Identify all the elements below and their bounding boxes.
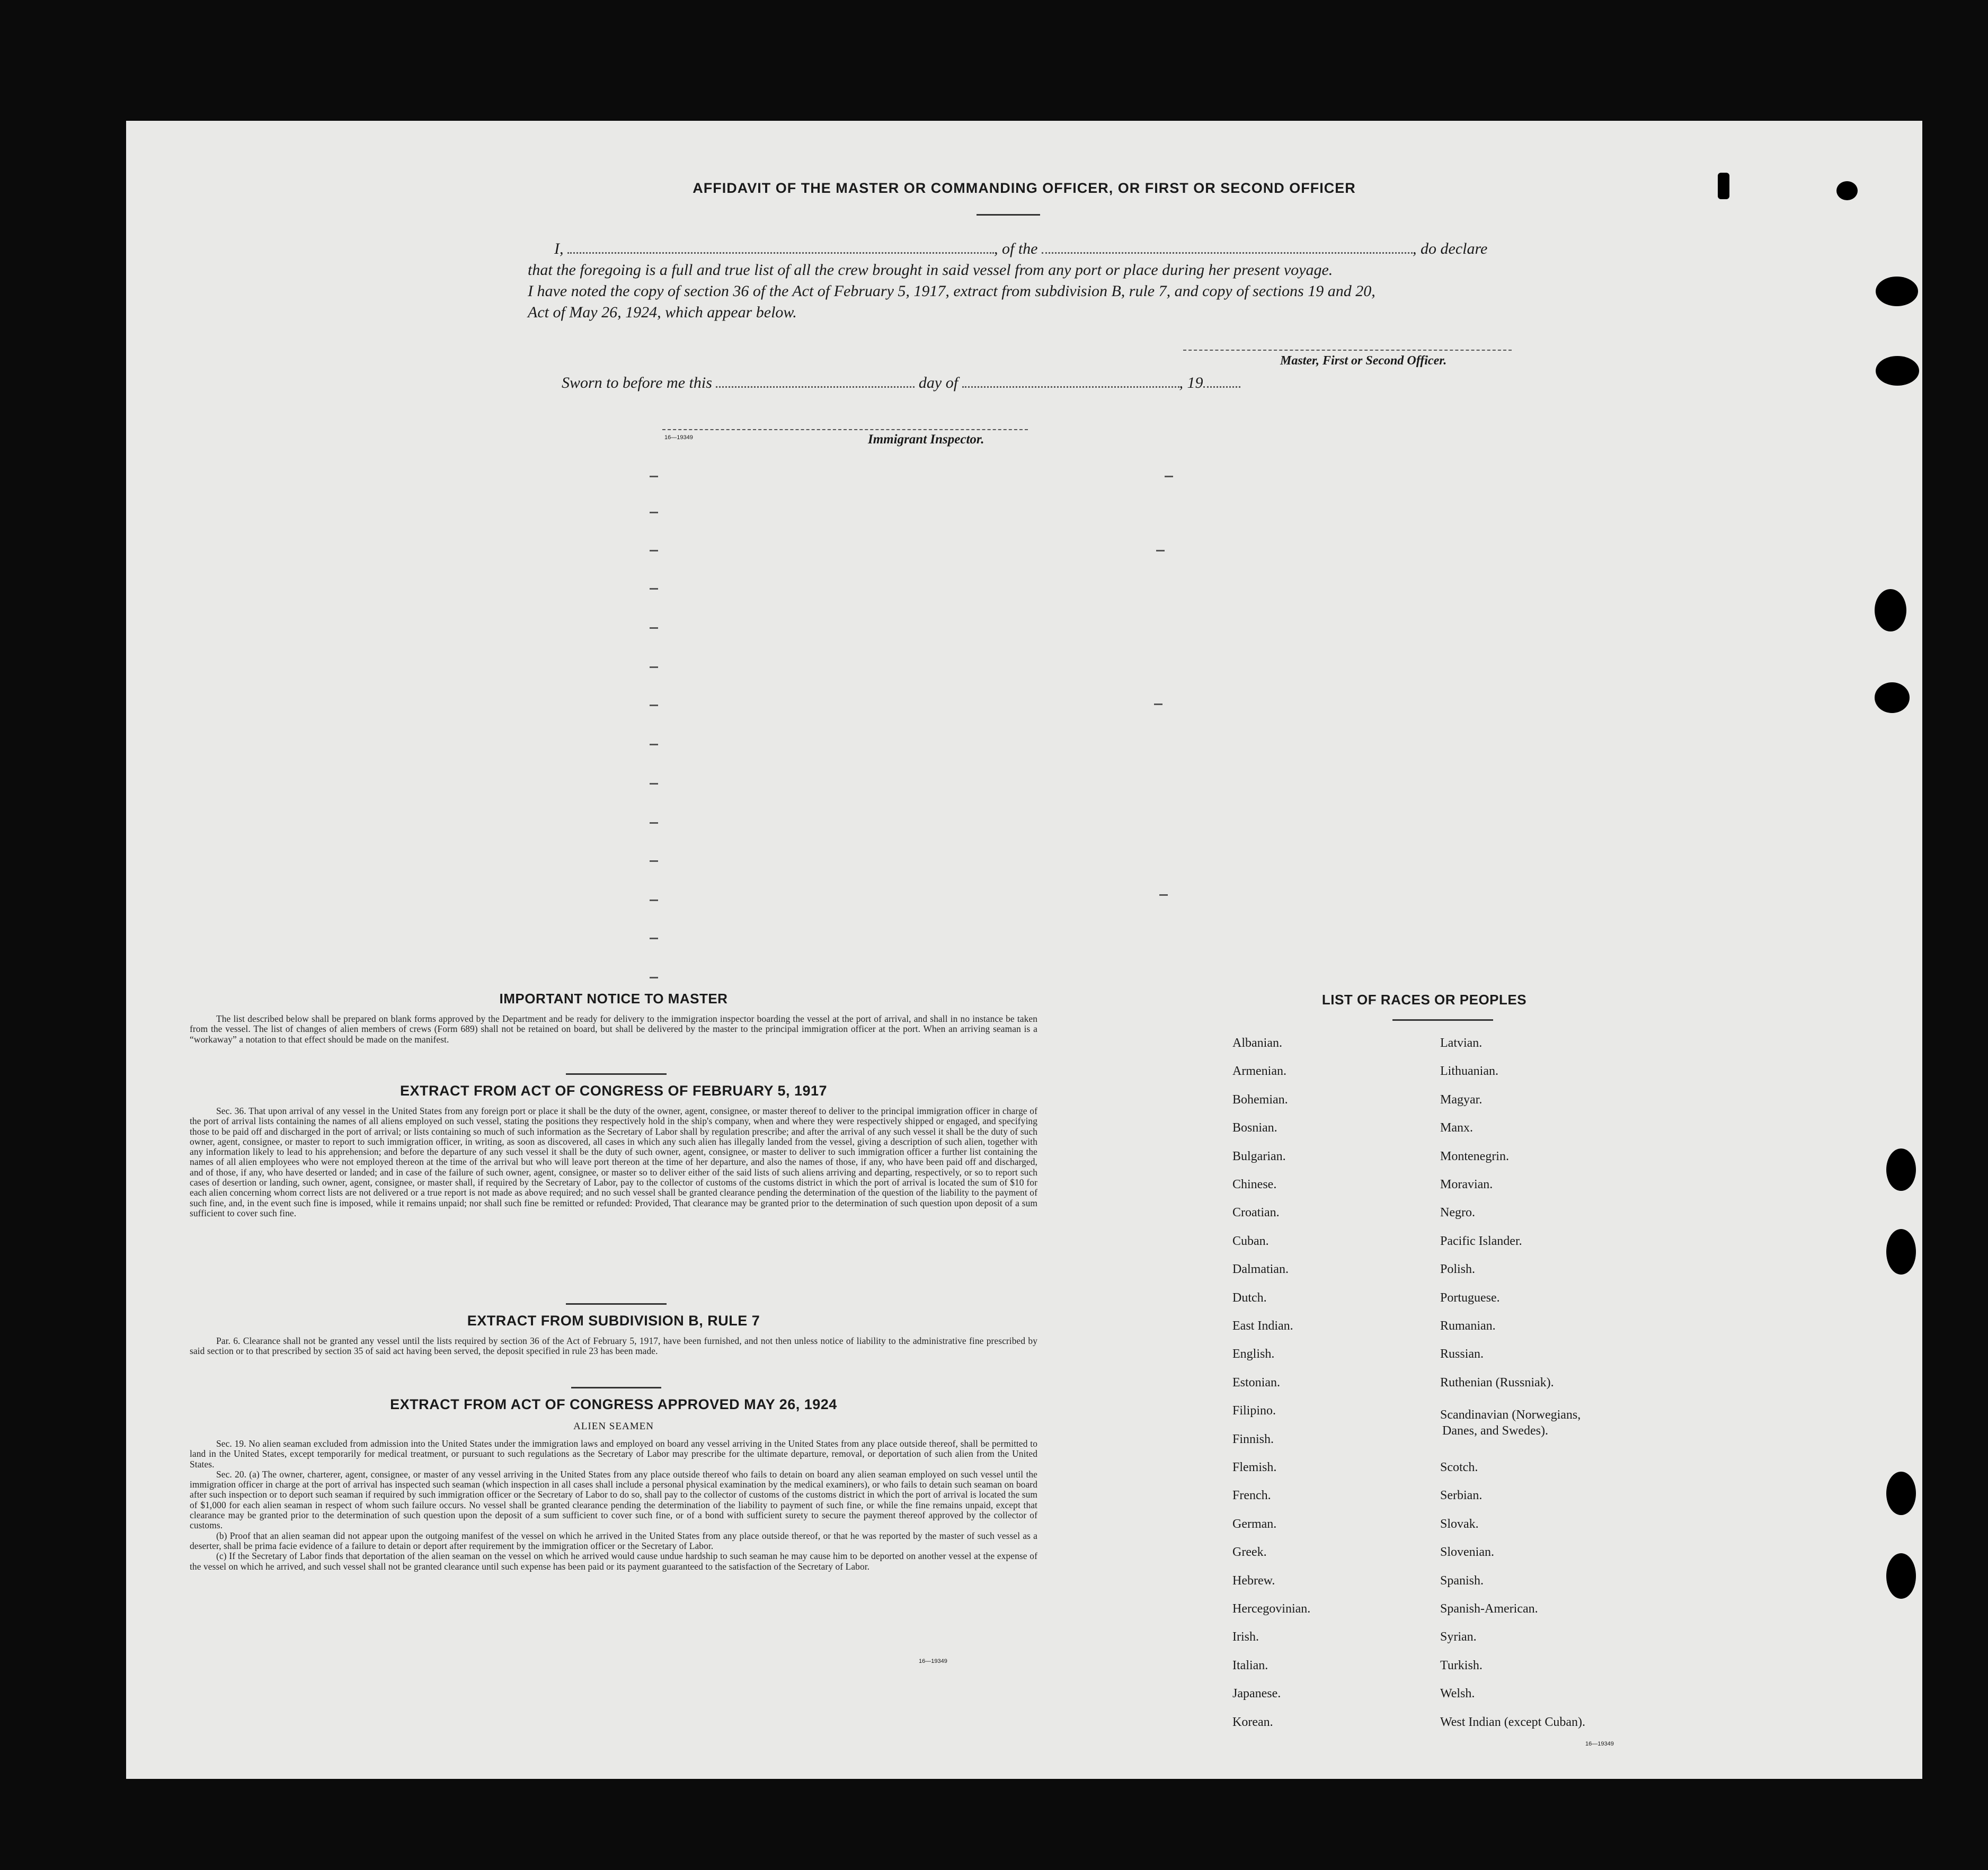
race-item: Turkish. — [1440, 1658, 1483, 1672]
race-item: Greek. — [1232, 1545, 1267, 1560]
race-item: Irish. — [1232, 1630, 1259, 1644]
margin-mark — [650, 476, 658, 477]
extract-1924-title: EXTRACT FROM ACT OF CONGRESS APPROVED MAY 26, 1924 — [390, 1396, 837, 1412]
race-item: Armenian. — [1232, 1064, 1286, 1079]
declaration — [528, 238, 1561, 323]
subdivision-title: EXTRACT FROM SUBDIVISION B, RULE 7 — [467, 1313, 760, 1329]
race-item: Pacific Islander. — [1440, 1234, 1522, 1248]
master-signature-line[interactable] — [1183, 350, 1512, 351]
margin-mark — [1165, 476, 1173, 477]
i-label: I, — [554, 240, 564, 257]
race-item: Chinese. — [1232, 1178, 1277, 1191]
punch-hole — [1718, 173, 1729, 199]
form-number-bottom-left: 16—19349 — [919, 1658, 947, 1664]
punch-hole — [1875, 589, 1906, 631]
par-6-paragraph: Par. 6. Clearance shall not be granted any vessel until the lists required by section 36 of the Act of February 5, 1917, have been furnished, and not then unless notice of liability to the administrative fine prescribed by said section or to that prescribed by section 35 of said act having been served, the deposit specified in rule 23 has been made. — [190, 1335, 1037, 1357]
extract-1917-title: EXTRACT FROM ACT OF CONGRESS OF FEBRUARY 5, 1917 — [400, 1083, 828, 1099]
race-item: German. — [1232, 1517, 1277, 1531]
sworn-label: Sworn to before me this — [562, 374, 712, 391]
notice-title: IMPORTANT NOTICE TO MASTER — [499, 991, 728, 1007]
subdivision-text — [190, 1336, 1037, 1357]
margin-mark — [650, 860, 658, 862]
year-blank[interactable] — [1203, 386, 1240, 388]
race-item: Portuguese. — [1440, 1290, 1500, 1305]
punch-hole — [1876, 356, 1919, 386]
extract-1917-text — [190, 1106, 1037, 1218]
race-item: Latvian. — [1440, 1036, 1483, 1050]
race-item: Italian. — [1232, 1658, 1268, 1672]
margin-mark — [650, 744, 658, 745]
extract-1917-rule — [566, 1303, 667, 1305]
race-item: East Indian. — [1232, 1319, 1293, 1333]
race-item: Serbian. — [1440, 1489, 1483, 1503]
form-number-top: 16—19349 — [664, 434, 693, 441]
document-page — [126, 121, 1922, 1779]
punch-hole — [1886, 1472, 1916, 1515]
sworn-day-blank[interactable] — [716, 386, 915, 388]
race-item: Bulgarian. — [1232, 1149, 1286, 1163]
race-item: Scotch. — [1440, 1461, 1478, 1474]
margin-mark — [1159, 894, 1168, 896]
race-item: Croatian. — [1232, 1206, 1280, 1220]
declaration-line-3: I have noted the copy of section 36 of the Act of February 5, 1917, extract from subdivision B, rule 7, and copy of sections 19 and 20, — [528, 282, 1375, 300]
margin-mark — [650, 588, 658, 590]
margin-mark — [650, 938, 658, 939]
race-item: West Indian (except Cuban). — [1440, 1715, 1585, 1729]
declaration-line-2: that the foregoing is a full and true list of all the crew brought in said vessel from any port or place during her present voyage. — [528, 261, 1333, 279]
race-item: Rumanian. — [1440, 1319, 1496, 1333]
race-item: Montenegrin. — [1440, 1149, 1509, 1163]
race-item: Bosnian. — [1232, 1121, 1277, 1135]
margin-mark — [650, 705, 658, 706]
section-36-paragraph: Sec. 36. That upon arrival of any vessel in the United States from any foreign port or place it shall be the duty of the owner, agent, consignee, or master thereof to deliver to the principal immigration officer in charge of the port of arrival lists containing the names of all aliens employed on such vessel, stating the positions they respectively hold in the ship's company, when and where they were respectively shipped or engaged, and specifying those to be paid off and discharged in the port of arrival; or lists containing so much of such information as the Secretary of Labor shall by regulation prescribe; and after the arrival of any such vessel it shall be the duty of such owner, agent, consignee, or master to report to such immigration officer, in writing, as soon as discovered, all cases in which any such alien has illegally landed from the vessel, giving a description of such alien, together with any information likely to lead to his apprehension; and before the departure of any such vessel it shall be the duty of such owner, agent, consignee, or master to deliver to such immigration officer a further list containing the names of all alien employees who were not employed thereon at the time of the arrival but who will leave port thereon at the time of her departure, and also the names of those, if any, who have been paid off and discharged, and of those, if any, who have deserted or landed; and in case of the failure of such owner, agent, consignee, or master so to deliver either of the said lists of such aliens arriving and departing, respectively, or so to report such cases of desertion or landing, such owner, agent, consignee, or master shall, if required by the Secretary of Labor, pay to the collector of customs of the customs district in which the port of arrival is located the sum of $10 for each alien concerning whom correct lists are not delivered or a true report is not made as above required; and no such vessel shall be granted clearance pending the determination of the question of the liability to the payment of such fine, and, in the event such fine is imposed, while it remains unpaid; nor shall such fine be remitted or refunded: Provided, That clearance may be granted prior to the determination of such question upon deposit of a sum sufficient to cover such fine. — [190, 1106, 1037, 1218]
race-item: Dutch. — [1232, 1290, 1267, 1305]
race-item: Korean. — [1232, 1715, 1273, 1729]
margin-mark — [650, 550, 658, 551]
race-item: Negro. — [1440, 1206, 1475, 1220]
notice-paragraph: The list described below shall be prepared on blank forms approved by the Department and be ready for delivery to the immigration inspector boarding the vessel at the port of arrival, and shall in no instance be taken from the vessel. The list of changes of alien members of crews (Form 689) shall not be retained on board, but shall be delivered by the master to the principal immigration officer at the port. When an arriving seaman is a “workaway” a notation to that effect should be made on the manifest. — [190, 1013, 1037, 1045]
race-item: Scandinavian (Norwegians, — [1440, 1408, 1581, 1422]
do-declare-label: , do declare — [1413, 240, 1488, 257]
race-item: Manx. — [1440, 1121, 1473, 1135]
race-item: Hebrew. — [1232, 1573, 1275, 1588]
race-item: Cuban. — [1232, 1234, 1269, 1248]
title-rule — [977, 214, 1040, 216]
name-blank[interactable] — [567, 252, 994, 254]
race-item: Polish. — [1440, 1262, 1476, 1277]
margin-mark — [650, 822, 658, 824]
inspector-signature-line[interactable] — [662, 429, 1028, 430]
race-item: Lithuanian. — [1440, 1064, 1498, 1079]
of-the-label: , of the — [994, 240, 1038, 257]
race-item: Spanish. — [1440, 1573, 1484, 1588]
race-item: Finnish. — [1232, 1432, 1274, 1446]
race-item: Albanian. — [1232, 1036, 1282, 1050]
vessel-blank[interactable] — [1042, 252, 1413, 254]
day-of-label: day of — [918, 374, 958, 391]
race-item: French. — [1232, 1489, 1271, 1503]
race-item: Ruthenian (Russniak). — [1440, 1375, 1554, 1390]
section-20b-paragraph: (b) Proof that an alien seaman did not appear upon the outgoing manifest of the vessel on which he arrived in the United States from any place outside thereof, or that he was reported by the master of such vessel as a deserter, shall be prima facie evidence of a failure to detain or deport after requirement by the immigration officer or the Secretary of Labor. — [190, 1530, 1037, 1551]
punch-hole — [1836, 181, 1858, 200]
races-rule — [1392, 1019, 1493, 1021]
punch-hole — [1886, 1229, 1916, 1275]
race-item: English. — [1232, 1347, 1275, 1361]
year-label: , 19 — [1179, 374, 1203, 391]
margin-mark — [1156, 550, 1165, 551]
race-item: Spanish-American. — [1440, 1602, 1538, 1616]
section-20a-paragraph: Sec. 20. (a) The owner, charterer, agent, consignee, or master of any vessel arriving in the United States from any place outside thereof who fails to detain on board any alien seaman employed on such vessel until the immigration officer in charge at the port of arrival has inspected such seaman (which inspection in all cases shall include a personal physical examination by the medical examiners), or who fails to detain such seaman on board after such inspection or to deport such seaman if required by such immigration officer or the Secretary of Labor to do so, shall pay to the collector of customs of the customs district in which the port of arrival is located the sum of $1,000 for each alien seaman in respect of whom such failure occurs. No vessel shall be granted clearance pending the determination of the liability to payment of such fine, or while the fine remains unpaid, except that clearance may be granted prior to the determination of such question upon the deposit of a sum sufficient to cover such fine, or of a bond with sufficient surety to secure the payment thereof approved by the collector of customs. — [190, 1468, 1037, 1531]
section-19-paragraph: Sec. 19. No alien seaman excluded from admission into the United States under the immigration laws and employed on board any vessel arriving in the United States from any place outside thereof, shall be permitted to land in the United States, except temporarily for medical treatment, or pursuant to such regulations as the Secretary of Labor may prescribe for the ultimate departure, removal, or deportation of such alien from the United States. — [190, 1438, 1037, 1470]
scandinavian-continuation: Danes, and Swedes). — [1442, 1424, 1548, 1438]
race-item: Syrian. — [1440, 1630, 1477, 1644]
margin-mark — [1154, 704, 1162, 705]
inspector-label: Immigrant Inspector. — [868, 432, 984, 447]
margin-mark — [650, 627, 658, 629]
affidavit-title: AFFIDAVIT OF THE MASTER OR COMMANDING OFFICER, OR FIRST OR SECOND OFFICER — [693, 180, 1356, 196]
margin-mark — [650, 512, 658, 513]
notice-text — [190, 1014, 1037, 1045]
punch-hole — [1886, 1553, 1916, 1599]
declaration-line-1 — [528, 238, 1561, 260]
sworn-month-blank[interactable] — [962, 386, 1179, 388]
sworn-line — [562, 374, 1240, 392]
section-20c-paragraph: (c) If the Secretary of Labor finds that deportation of the alien seaman on the vessel on which he arrived would cause undue hardship to such seaman he may cause him to be deported on another vessel at the expense of the vessel on which he arrived, and such vessel shall not be granted clearance until such expense has been paid or its payment guaranteed to the satisfaction of the Secretary of Labor. — [190, 1551, 1037, 1572]
race-item: Bohemian. — [1232, 1092, 1288, 1107]
race-item: Estonian. — [1232, 1375, 1280, 1390]
punch-hole — [1886, 1148, 1916, 1191]
punch-hole — [1876, 277, 1918, 306]
race-item: Magyar. — [1440, 1092, 1483, 1107]
margin-mark — [650, 666, 658, 668]
race-item: Hercegovinian. — [1232, 1602, 1311, 1616]
master-signature-label: Master, First or Second Officer. — [1280, 354, 1447, 368]
race-item: Slovak. — [1440, 1517, 1479, 1531]
margin-mark — [650, 900, 658, 901]
extract-1924-text — [190, 1439, 1037, 1572]
margin-mark — [650, 783, 658, 785]
race-item: Japanese. — [1232, 1687, 1281, 1701]
race-item: Welsh. — [1440, 1687, 1475, 1701]
subdivision-rule — [571, 1387, 661, 1388]
race-item: Moravian. — [1440, 1178, 1493, 1191]
race-item: Russian. — [1440, 1347, 1484, 1361]
form-number-bottom-right: 16—19349 — [1585, 1741, 1614, 1747]
race-item: Slovenian. — [1440, 1545, 1494, 1560]
races-title: LIST OF RACES OR PEOPLES — [1321, 992, 1527, 1008]
race-item: Flemish. — [1232, 1461, 1277, 1474]
margin-mark — [650, 977, 658, 978]
punch-hole — [1875, 682, 1910, 713]
declaration-line-4: Act of May 26, 1924, which appear below. — [528, 304, 797, 321]
alien-seamen-heading: ALIEN SEAMEN — [573, 1421, 654, 1432]
notice-rule — [566, 1073, 667, 1075]
race-item: Filipino. — [1232, 1404, 1276, 1418]
race-item: Dalmatian. — [1232, 1262, 1289, 1277]
